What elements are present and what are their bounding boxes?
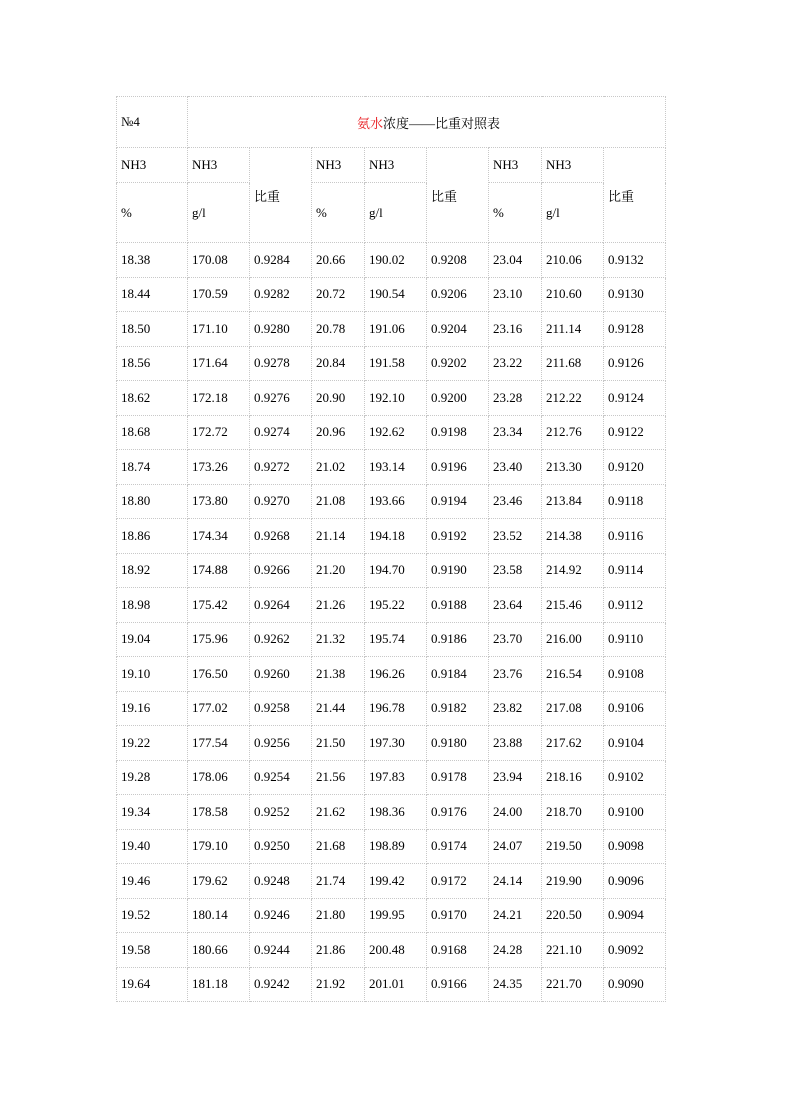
table-cell: 0.9246 — [250, 898, 312, 933]
table-cell: 221.70 — [542, 967, 604, 1002]
table-cell: 216.00 — [542, 622, 604, 657]
table-cell: 179.62 — [188, 864, 250, 899]
table-cell: 0.9094 — [604, 898, 666, 933]
table-cell: 21.86 — [312, 933, 365, 968]
table-cell: 0.9102 — [604, 760, 666, 795]
table-cell: 19.52 — [117, 898, 188, 933]
table-cell: 0.9166 — [427, 967, 489, 1002]
table-cell: 20.78 — [312, 312, 365, 347]
table-cell: 21.14 — [312, 519, 365, 554]
table-cell: 0.9112 — [604, 588, 666, 623]
table-cell: 21.68 — [312, 829, 365, 864]
table-cell: 175.96 — [188, 622, 250, 657]
title-row — [117, 97, 666, 148]
table-cell: 216.54 — [542, 657, 604, 692]
header-pct-top: NH3 — [312, 148, 365, 183]
table-cell: 19.34 — [117, 795, 188, 830]
table-cell: 23.58 — [489, 553, 542, 588]
table-cell: 212.22 — [542, 381, 604, 416]
table-title — [188, 97, 666, 148]
table-cell: 19.58 — [117, 933, 188, 968]
table-cell: 0.9132 — [604, 243, 666, 278]
table-cell: 0.9192 — [427, 519, 489, 554]
table-cell: 18.92 — [117, 553, 188, 588]
table-cell: 210.06 — [542, 243, 604, 278]
table-cell: 0.9184 — [427, 657, 489, 692]
table-cell: 191.58 — [365, 346, 427, 381]
table-cell: 20.66 — [312, 243, 365, 278]
table-cell: 218.70 — [542, 795, 604, 830]
header-pct-top: NH3 — [117, 148, 188, 183]
table-cell: 218.16 — [542, 760, 604, 795]
table-cell: 0.9092 — [604, 933, 666, 968]
table-cell: 0.9248 — [250, 864, 312, 899]
table-cell: 21.32 — [312, 622, 365, 657]
table-cell: 18.68 — [117, 415, 188, 450]
table-cell: 21.02 — [312, 450, 365, 485]
table-row — [117, 726, 666, 761]
table-cell: 211.68 — [542, 346, 604, 381]
table-cell: 23.82 — [489, 691, 542, 726]
table-cell: 18.38 — [117, 243, 188, 278]
table-row — [117, 243, 666, 278]
table-cell: 23.04 — [489, 243, 542, 278]
table-cell: 24.07 — [489, 829, 542, 864]
table-cell: 19.64 — [117, 967, 188, 1002]
table-row — [117, 933, 666, 968]
title-highlight: 氨水 — [356, 115, 383, 131]
table-cell: 177.54 — [188, 726, 250, 761]
table-cell: 23.94 — [489, 760, 542, 795]
table-row — [117, 657, 666, 692]
table-cell: 23.28 — [489, 381, 542, 416]
table-cell: 19.22 — [117, 726, 188, 761]
table-cell: 0.9186 — [427, 622, 489, 657]
table-cell: 23.64 — [489, 588, 542, 623]
table-cell: 0.9244 — [250, 933, 312, 968]
table-cell: 0.9106 — [604, 691, 666, 726]
table-cell: 0.9276 — [250, 381, 312, 416]
table-cell: 199.42 — [365, 864, 427, 899]
table-row — [117, 519, 666, 554]
table-cell: 0.9242 — [250, 967, 312, 1002]
table-cell: 0.9260 — [250, 657, 312, 692]
table-cell: 174.34 — [188, 519, 250, 554]
table-row — [117, 553, 666, 588]
table-cell: 21.38 — [312, 657, 365, 692]
table-cell: 177.02 — [188, 691, 250, 726]
table-cell: 170.08 — [188, 243, 250, 278]
table-cell: 23.34 — [489, 415, 542, 450]
table-cell: 212.76 — [542, 415, 604, 450]
table-cell: 199.95 — [365, 898, 427, 933]
table-cell: 24.35 — [489, 967, 542, 1002]
table-row — [117, 312, 666, 347]
table-cell: 211.14 — [542, 312, 604, 347]
table-row — [117, 760, 666, 795]
table-cell: 0.9272 — [250, 450, 312, 485]
table-cell: 18.56 — [117, 346, 188, 381]
table-cell: 0.9180 — [427, 726, 489, 761]
header-row-bottom — [117, 183, 666, 243]
table-cell: 197.83 — [365, 760, 427, 795]
table-cell: 0.9204 — [427, 312, 489, 347]
table-row — [117, 691, 666, 726]
table-cell: 219.90 — [542, 864, 604, 899]
table-cell: 18.86 — [117, 519, 188, 554]
table-row — [117, 864, 666, 899]
table-cell: 18.62 — [117, 381, 188, 416]
table-cell: 20.90 — [312, 381, 365, 416]
table-cell: 19.10 — [117, 657, 188, 692]
table-cell: 180.66 — [188, 933, 250, 968]
table-cell: 0.9168 — [427, 933, 489, 968]
table-cell: 201.01 — [365, 967, 427, 1002]
table-cell: 0.9256 — [250, 726, 312, 761]
table-cell: 0.9262 — [250, 622, 312, 657]
table-cell: 173.26 — [188, 450, 250, 485]
header-sg: 比重 — [427, 148, 489, 243]
table-cell: 214.92 — [542, 553, 604, 588]
header-sg: 比重 — [250, 148, 312, 243]
table-cell: 196.78 — [365, 691, 427, 726]
table-cell: 0.9208 — [427, 243, 489, 278]
table-cell: 197.30 — [365, 726, 427, 761]
table-cell: 0.9110 — [604, 622, 666, 657]
header-pct-unit: % — [489, 183, 542, 243]
table-cell: 0.9108 — [604, 657, 666, 692]
header-pct-top: NH3 — [489, 148, 542, 183]
table-cell: 192.10 — [365, 381, 427, 416]
table-cell: 198.36 — [365, 795, 427, 830]
table-cell: 0.9126 — [604, 346, 666, 381]
table-cell: 195.74 — [365, 622, 427, 657]
table-cell: 198.89 — [365, 829, 427, 864]
table-cell: 181.18 — [188, 967, 250, 1002]
table-cell: 0.9178 — [427, 760, 489, 795]
table-cell: 21.62 — [312, 795, 365, 830]
table-cell: 200.48 — [365, 933, 427, 968]
table-cell: 190.54 — [365, 277, 427, 312]
table-cell: 0.9270 — [250, 484, 312, 519]
header-gl-unit: g/l — [365, 183, 427, 243]
table-row — [117, 898, 666, 933]
table-cell: 0.9118 — [604, 484, 666, 519]
table-cell: 21.08 — [312, 484, 365, 519]
table-cell: 0.9182 — [427, 691, 489, 726]
table-cell: 190.02 — [365, 243, 427, 278]
table-cell: 21.50 — [312, 726, 365, 761]
table-cell: 23.52 — [489, 519, 542, 554]
table-cell: 0.9188 — [427, 588, 489, 623]
table-cell: 19.46 — [117, 864, 188, 899]
table-cell: 18.44 — [117, 277, 188, 312]
table-cell: 0.9280 — [250, 312, 312, 347]
table-row — [117, 450, 666, 485]
table-row — [117, 795, 666, 830]
table-cell: 0.9206 — [427, 277, 489, 312]
table-cell: 0.9266 — [250, 553, 312, 588]
table-cell: 18.98 — [117, 588, 188, 623]
table-cell: 23.46 — [489, 484, 542, 519]
table-row — [117, 967, 666, 1002]
table-cell: 20.72 — [312, 277, 365, 312]
header-gl-top: NH3 — [188, 148, 250, 183]
table-cell: 172.72 — [188, 415, 250, 450]
table-cell: 175.42 — [188, 588, 250, 623]
table-cell: 23.76 — [489, 657, 542, 692]
table-cell: 0.9258 — [250, 691, 312, 726]
table-cell: 0.9176 — [427, 795, 489, 830]
table-cell: 0.9268 — [250, 519, 312, 554]
table-cell: 0.9202 — [427, 346, 489, 381]
table-cell: 193.14 — [365, 450, 427, 485]
table-cell: 0.9200 — [427, 381, 489, 416]
table-cell: 180.14 — [188, 898, 250, 933]
table-cell: 0.9194 — [427, 484, 489, 519]
table-cell: 213.84 — [542, 484, 604, 519]
table-cell: 171.64 — [188, 346, 250, 381]
table-cell: 18.74 — [117, 450, 188, 485]
table-cell: 213.30 — [542, 450, 604, 485]
table-cell: 191.06 — [365, 312, 427, 347]
table-cell: 21.80 — [312, 898, 365, 933]
table-cell: 23.70 — [489, 622, 542, 657]
table-row — [117, 484, 666, 519]
table-cell: 0.9198 — [427, 415, 489, 450]
table-cell: 0.9122 — [604, 415, 666, 450]
table-cell: 23.10 — [489, 277, 542, 312]
header-gl-unit: g/l — [188, 183, 250, 243]
table-cell: 172.18 — [188, 381, 250, 416]
table-cell: 194.18 — [365, 519, 427, 554]
table-cell: 23.22 — [489, 346, 542, 381]
header-pct-unit: % — [312, 183, 365, 243]
table-cell: 0.9128 — [604, 312, 666, 347]
table-cell: 21.26 — [312, 588, 365, 623]
table-cell: 0.9174 — [427, 829, 489, 864]
table-cell: 24.00 — [489, 795, 542, 830]
table-cell: 192.62 — [365, 415, 427, 450]
table-number: №4 — [117, 97, 188, 148]
table-cell: 21.92 — [312, 967, 365, 1002]
table-cell: 221.10 — [542, 933, 604, 968]
table-cell: 21.74 — [312, 864, 365, 899]
header-pct-unit: % — [117, 183, 188, 243]
table-cell: 21.44 — [312, 691, 365, 726]
conversion-table — [116, 96, 666, 1002]
table-cell: 0.9274 — [250, 415, 312, 450]
table-cell: 220.50 — [542, 898, 604, 933]
table-cell: 0.9120 — [604, 450, 666, 485]
header-sg: 比重 — [604, 148, 666, 243]
header-row-top — [117, 148, 666, 183]
table-cell: 20.84 — [312, 346, 365, 381]
table-row — [117, 277, 666, 312]
table-cell: 0.9090 — [604, 967, 666, 1002]
table-cell: 19.16 — [117, 691, 188, 726]
table-cell: 174.88 — [188, 553, 250, 588]
table-row — [117, 415, 666, 450]
title-text: 浓度——比重对照表 — [383, 115, 501, 131]
table-cell: 0.9196 — [427, 450, 489, 485]
table-cell: 18.80 — [117, 484, 188, 519]
table-cell: 23.88 — [489, 726, 542, 761]
table-cell: 0.9254 — [250, 760, 312, 795]
table-cell: 19.04 — [117, 622, 188, 657]
table-row — [117, 829, 666, 864]
table-cell: 178.06 — [188, 760, 250, 795]
table-cell: 24.21 — [489, 898, 542, 933]
table-cell: 215.46 — [542, 588, 604, 623]
table-cell: 0.9098 — [604, 829, 666, 864]
table-cell: 0.9282 — [250, 277, 312, 312]
table-cell: 0.9116 — [604, 519, 666, 554]
table-cell: 0.9100 — [604, 795, 666, 830]
table-cell: 0.9284 — [250, 243, 312, 278]
table-row — [117, 381, 666, 416]
table-cell: 176.50 — [188, 657, 250, 692]
table-cell: 0.9124 — [604, 381, 666, 416]
table-cell: 0.9096 — [604, 864, 666, 899]
table-cell: 173.80 — [188, 484, 250, 519]
table-cell: 0.9190 — [427, 553, 489, 588]
table-cell: 179.10 — [188, 829, 250, 864]
table-cell: 0.9264 — [250, 588, 312, 623]
table-cell: 194.70 — [365, 553, 427, 588]
table-cell: 0.9278 — [250, 346, 312, 381]
table-cell: 21.20 — [312, 553, 365, 588]
table-cell: 23.40 — [489, 450, 542, 485]
table-row — [117, 622, 666, 657]
table-cell: 24.14 — [489, 864, 542, 899]
table-cell: 0.9114 — [604, 553, 666, 588]
header-gl-unit: g/l — [542, 183, 604, 243]
table-row — [117, 588, 666, 623]
table-cell: 217.08 — [542, 691, 604, 726]
table-cell: 0.9250 — [250, 829, 312, 864]
table-cell: 0.9104 — [604, 726, 666, 761]
table-cell: 0.9252 — [250, 795, 312, 830]
table-cell: 195.22 — [365, 588, 427, 623]
table-cell: 219.50 — [542, 829, 604, 864]
table-cell: 210.60 — [542, 277, 604, 312]
header-gl-top: NH3 — [365, 148, 427, 183]
table-cell: 196.26 — [365, 657, 427, 692]
table-cell: 0.9170 — [427, 898, 489, 933]
table-row — [117, 346, 666, 381]
header-gl-top: NH3 — [542, 148, 604, 183]
table-cell: 0.9130 — [604, 277, 666, 312]
table-cell: 217.62 — [542, 726, 604, 761]
table-cell: 18.50 — [117, 312, 188, 347]
table-cell: 171.10 — [188, 312, 250, 347]
table-cell: 23.16 — [489, 312, 542, 347]
table-cell: 170.59 — [188, 277, 250, 312]
table-cell: 19.28 — [117, 760, 188, 795]
table-cell: 0.9172 — [427, 864, 489, 899]
table-cell: 178.58 — [188, 795, 250, 830]
table-cell: 21.56 — [312, 760, 365, 795]
table-cell: 214.38 — [542, 519, 604, 554]
table-cell: 193.66 — [365, 484, 427, 519]
table-cell: 24.28 — [489, 933, 542, 968]
table-cell: 19.40 — [117, 829, 188, 864]
table-cell: 20.96 — [312, 415, 365, 450]
